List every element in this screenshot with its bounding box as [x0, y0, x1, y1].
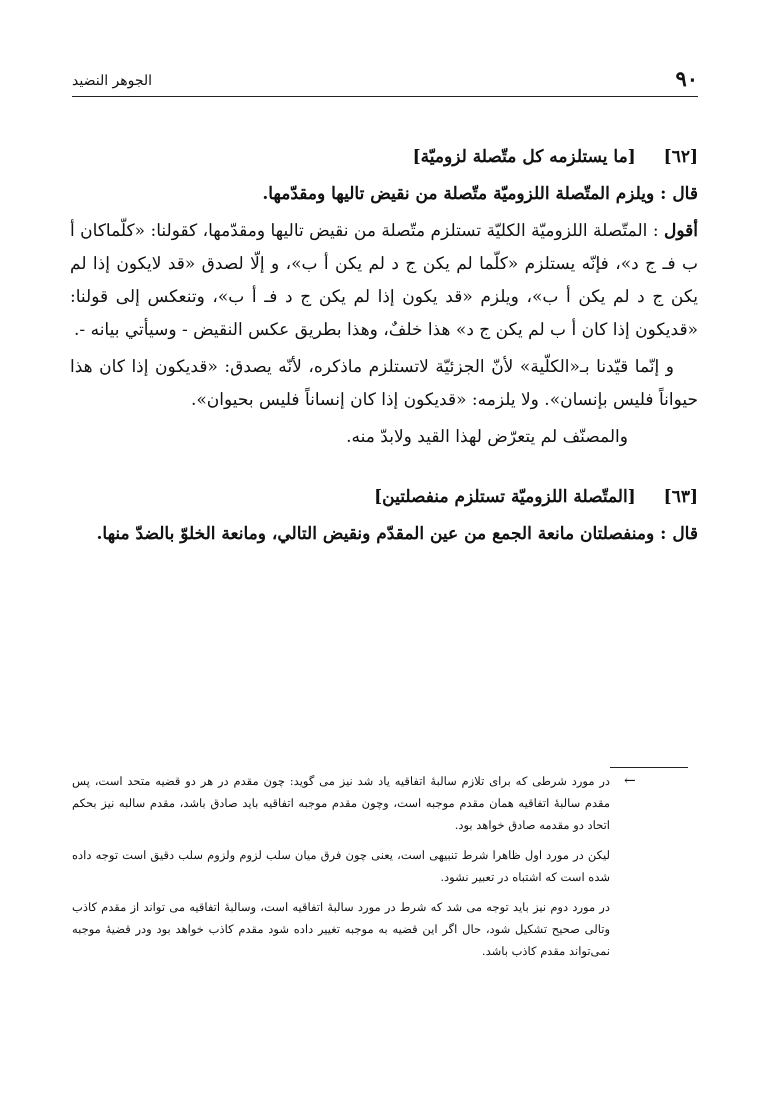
qala-paragraph	[70, 178, 698, 211]
aqulu-paragraph	[70, 215, 698, 347]
section-number: [٦٢]	[663, 147, 698, 167]
qala-text: : ويلزم المتّصلة اللزوميّة متّصلة من نقيض تاليها ومقدّمها.	[262, 184, 667, 204]
section-title: [المتّصلة اللزوميّة تستلزم منفصلتين]	[374, 487, 636, 507]
aqulu-text: : المتّصلة اللزوميّة الكليّة تستلزم متّصلة من نقيض تاليها ومقدّمها، كقولنا: «كلّماكان أ ب فـ ج د»، فإنّه يستلزم «كلّما لم يكن ج د لم يكن أ ب»، و إلّا لصدق «قد لايكون إذا لم يكن ج د لم يكن أ ب»، ويلزم «قد يكون إذا لم يكن ج د فـ أ ب»، وتنعكس إلى قولنا: «قديكون إذا كان أ ب لم يكن ج د» هذا خلفٌ، وهذا بطريق عكس النقيض - وسيأتي بيانه -.	[70, 221, 698, 340]
qala-label: قال	[672, 184, 698, 204]
running-header	[72, 66, 698, 97]
footnote-1: در مورد شرطی که برای تلازم سالبهٔ اتفاقیه یاد شد نیز می گوید: چون مقدم در هر دو قضیه متحد است، پس مقدم سالبهٔ اتفاقیه همان مقدم موجبه است، وچون مقدم موجبه اتفاقیه باید صادق باشد، مقدم سالبه نیز بحکم اتحاد دو مقدمه صادق خواهد بود.	[72, 774, 610, 832]
aqulu-label: أقول	[664, 221, 699, 241]
section-heading-62	[70, 142, 698, 172]
qala-label: قال	[672, 524, 698, 544]
section-title: [ما يستلزمه كل متّصلة لزوميّة]	[412, 147, 636, 167]
footnote-3: در مورد دوم نیز باید توجه می شد که شرط در مورد سالبهٔ اتفاقیه است، وسالبهٔ اتفاقیه می تواند از مقدم کاذب وتالی صحیح تشکیل شود، حال اگر این قضیه به موجبه تغییر داده شود مقدم کاذب خواهد بود ودر قضیهٔ موجبه نمی‌تواند مقدم کاذب باشد.	[72, 900, 610, 958]
book-title: الجوهر النضيد	[72, 73, 153, 89]
page-number: ٩٠	[675, 66, 698, 91]
section-number: [٦٣]	[663, 487, 698, 507]
footnote-2: لیکن در مورد اول ظاهرا شرط تنبیهی است، یعنی چون فرق میان سلب لزوم ولزوم سلب دقیق است توجه داده شده است که اشتباه در تعبیر نشود.	[72, 848, 610, 884]
continuation-arrow-icon: ←	[624, 773, 636, 789]
footnote-separator	[610, 767, 688, 768]
qala-text: : ومنفصلتان مانعة الجمع من عين المقدّم ونقيض التالي، ومانعة الخلوّ بالضدّ منها.	[96, 524, 667, 544]
paragraph-qualification: و إنّما قيّدنا بـ«الكلّية» لأنّ الجزئيّة لاتستلزم ماذكره، لأنّه يصدق: «قديكون إذا كان هذا حيواناً فليس بإنسان». ولا يلزمه: «قديكون إذا كان إنساناً فليس بحيوان».	[70, 357, 698, 410]
section-heading-63	[70, 482, 698, 512]
main-text	[70, 142, 698, 551]
footnotes	[72, 770, 610, 970]
qala-paragraph-2	[70, 518, 698, 551]
paragraph-author-note: والمصنّف لم يتعرّض لهذا القيد ولابدّ منه.	[346, 427, 628, 447]
